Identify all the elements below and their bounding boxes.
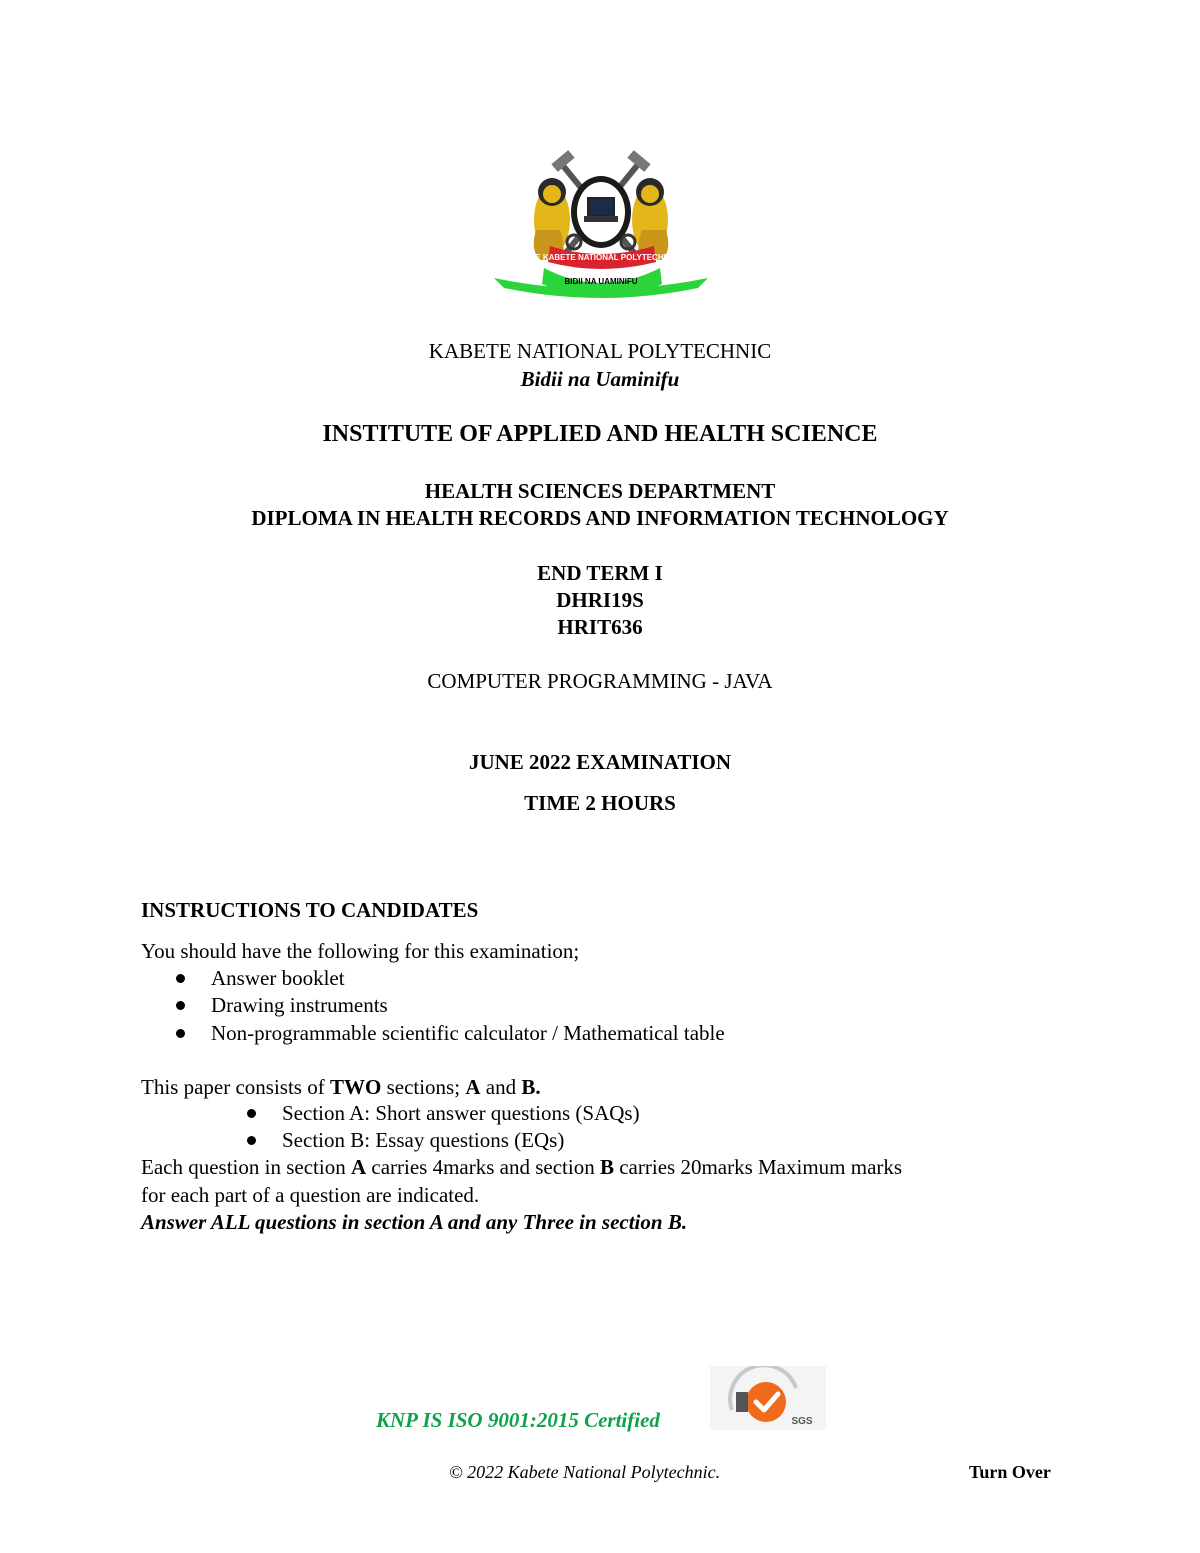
- motto: Bidii na Uaminifu: [520, 367, 680, 391]
- bullet-icon: [176, 1001, 185, 1010]
- marks-note-line2: for each part of a question are indicated.: [141, 1183, 480, 1207]
- list-item: Non-programmable scientific calculator / Mathematical table: [176, 1021, 725, 1046]
- department: HEALTH SCIENCES DEPARTMENT: [424, 479, 776, 503]
- exam-title: JUNE 2022 EXAMINATION: [468, 750, 732, 774]
- unit-code: HRIT636: [557, 615, 643, 639]
- logo-banner-text: THE KABETE NATIONAL POLYTECHNIC: [524, 253, 678, 262]
- exam-time: TIME 2 HOURS: [524, 791, 676, 815]
- instructions-heading: INSTRUCTIONS TO CANDIDATES: [141, 898, 479, 922]
- class-code: DHRI19S: [556, 588, 644, 612]
- list-item: Section A: Short answer questions (SAQs): [247, 1101, 640, 1126]
- list-item: Answer booklet: [176, 966, 345, 991]
- term: END TERM I: [537, 561, 663, 585]
- bullet-icon: [176, 974, 185, 983]
- list-item: Drawing instruments: [176, 993, 388, 1018]
- bullet-icon: [247, 1109, 256, 1118]
- bullet-icon: [247, 1136, 256, 1145]
- institution-name: KABETE NATIONAL POLYTECHNIC: [428, 339, 772, 363]
- sgs-check-icon: [746, 1382, 786, 1422]
- svg-text:SGS: SGS: [791, 1416, 813, 1427]
- logo-ribbon-text: BIDII NA UAMINIFU: [564, 277, 638, 286]
- copyright: © 2022 Kabete National Polytechnic.: [449, 1462, 721, 1482]
- sgs-certification-logo: [710, 1366, 826, 1430]
- bullet-icon: [176, 1029, 185, 1038]
- turn-over: Turn Over: [969, 1462, 1051, 1482]
- list-item: Section B: Essay questions (EQs): [247, 1128, 564, 1153]
- kabete-polytechnic-logo: [490, 150, 712, 300]
- sections-summary: This paper consists of TWO sections; A and B.: [141, 1075, 541, 1099]
- unit-name: COMPUTER PROGRAMMING - JAVA: [427, 669, 773, 693]
- instructions-intro: You should have the following for this examination;: [141, 939, 580, 963]
- institute-title: INSTITUTE OF APPLIED AND HEALTH SCIENCE: [322, 421, 878, 447]
- programme: DIPLOMA IN HEALTH RECORDS AND INFORMATION TECHNOLOGY: [251, 506, 949, 530]
- iso-certification: KNP IS ISO 9001:2015 Certified: [376, 1408, 660, 1432]
- answer-instruction: Answer ALL questions in section A and any Three in section B.: [141, 1210, 688, 1234]
- marks-note: Each question in section A carries 4marks and section B carries 20marks Maximum marks: [141, 1155, 903, 1179]
